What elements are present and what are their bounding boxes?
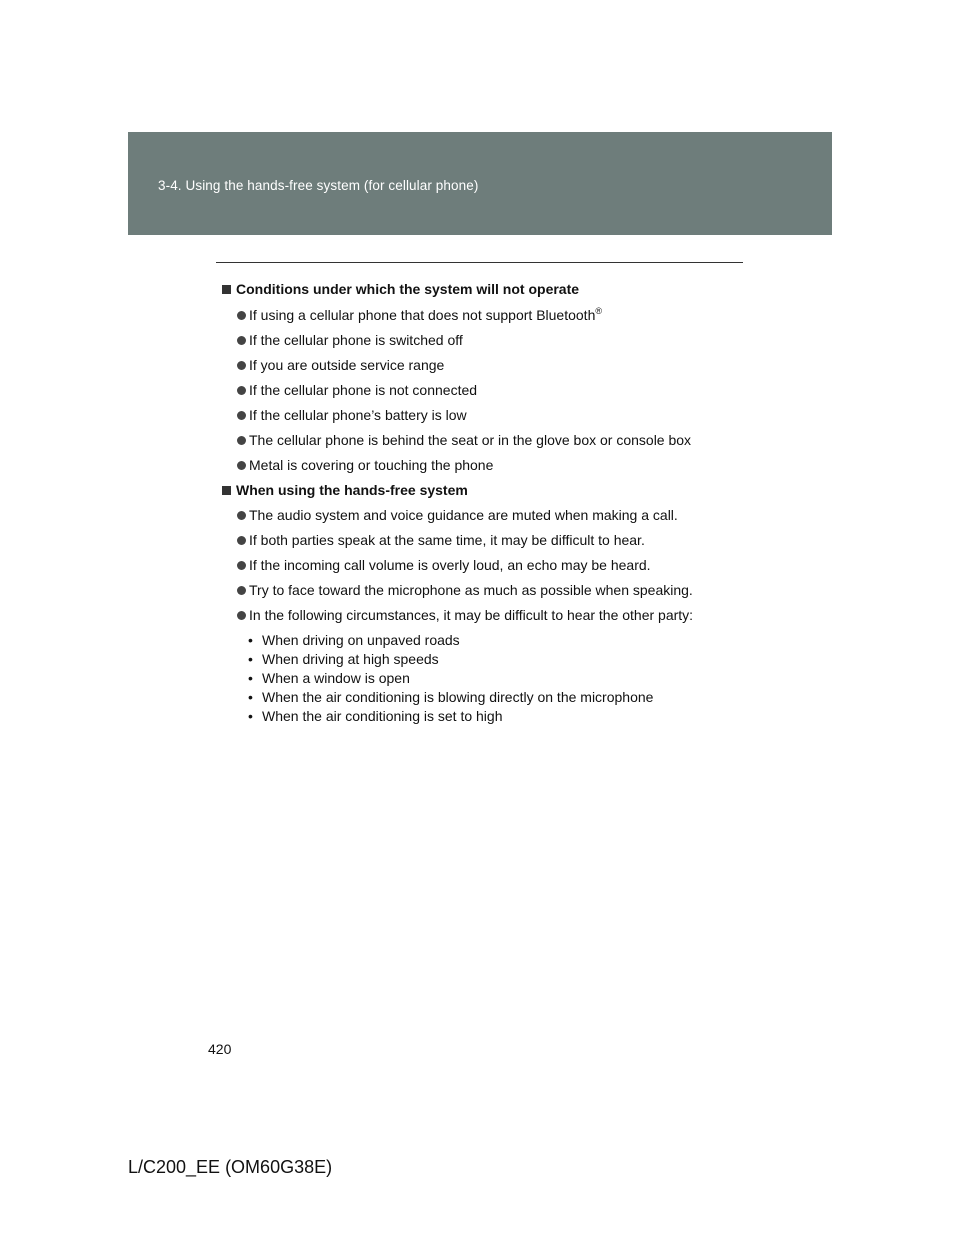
list-item: If both parties speak at the same time, it may be difficult to hear. xyxy=(237,530,645,550)
circle-bullet-icon xyxy=(237,536,246,545)
list-item: If using a cellular phone that does not support Bluetooth® xyxy=(237,305,602,325)
square-bullet-icon xyxy=(222,285,231,294)
list-item: The audio system and voice guidance are muted when making a call. xyxy=(237,505,678,525)
circle-bullet-icon xyxy=(237,511,246,520)
document-code: L/C200_EE (OM60G38E) xyxy=(128,1157,333,1177)
list-item: If the cellular phone’s battery is low xyxy=(237,405,467,425)
list-item: If the cellular phone is not connected xyxy=(237,380,477,400)
list-item: Metal is covering or touching the phone xyxy=(237,455,493,475)
registered-mark: ® xyxy=(595,306,602,316)
section-heading: Conditions under which the system will not operate xyxy=(222,279,579,299)
circle-bullet-icon xyxy=(237,461,246,470)
sub-list-item: • When the air conditioning is blowing directly on the microphone xyxy=(248,689,654,705)
list-item: If the cellular phone is switched off xyxy=(237,330,463,350)
square-bullet-icon xyxy=(222,486,231,495)
circle-bullet-icon xyxy=(237,411,246,420)
sub-list-item: • When driving at high speeds xyxy=(248,651,439,667)
divider xyxy=(216,262,743,263)
circle-bullet-icon xyxy=(237,561,246,570)
circle-bullet-icon xyxy=(237,311,246,320)
list-item: If the incoming call volume is overly loud, an echo may be heard. xyxy=(237,555,651,575)
circle-bullet-icon xyxy=(237,336,246,345)
page-number: 420 xyxy=(208,1041,232,1057)
section-title: 3-4. Using the hands-free system (for cellular phone) xyxy=(158,178,479,193)
sub-list-item: • When the air conditioning is set to high xyxy=(248,708,503,724)
circle-bullet-icon xyxy=(237,436,246,445)
list-item: The cellular phone is behind the seat or in the glove box or console box xyxy=(237,430,691,450)
list-item: Try to face toward the microphone as much as possible when speaking. xyxy=(237,580,693,600)
circle-bullet-icon xyxy=(237,586,246,595)
sub-list xyxy=(248,631,653,726)
list-item: If you are outside service range xyxy=(237,355,444,375)
circle-bullet-icon xyxy=(237,361,246,370)
sub-list-item: • When driving on unpaved roads xyxy=(248,632,460,648)
section-heading: When using the hands-free system xyxy=(222,480,468,500)
header-bar xyxy=(128,132,832,235)
sub-list-item: • When a window is open xyxy=(248,670,410,686)
circle-bullet-icon xyxy=(237,386,246,395)
circle-bullet-icon xyxy=(237,611,246,620)
list-item: In the following circumstances, it may be difficult to hear the other party: xyxy=(237,605,693,625)
